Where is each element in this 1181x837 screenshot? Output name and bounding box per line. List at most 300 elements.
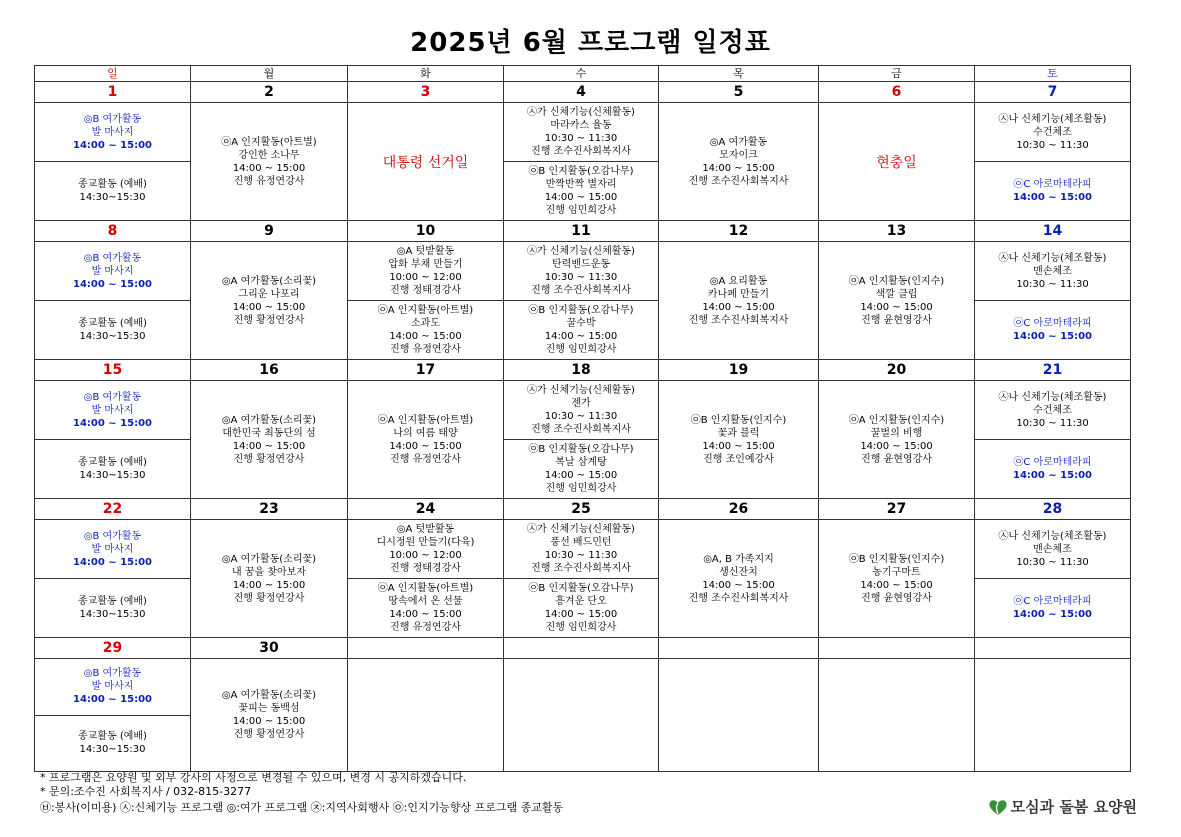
day-cell-content	[35, 659, 190, 771]
program-entry	[504, 103, 658, 161]
program-line: 14:00 ~ 15:00	[72, 278, 152, 290]
day-cell	[659, 659, 819, 772]
program-line: 14:00 ~ 15:00	[232, 579, 306, 591]
program-line: 진행 정태경강사	[390, 563, 461, 574]
schedule-row	[35, 520, 1131, 638]
program-line: ㉦가 신체기능(신체활동)	[527, 385, 635, 396]
program-line: 땅속에서 온 선물	[388, 596, 463, 607]
program-line: ◎A, B 가족지지	[703, 553, 774, 565]
program-line: 진행 황정연강사	[233, 453, 305, 465]
program-line: ◎B 여가활동	[83, 391, 142, 403]
program-line: 종교활동 (예배)	[78, 179, 147, 190]
program-line: 꿀수박	[566, 318, 596, 329]
program-line: 마라카스 율동	[550, 120, 612, 131]
date-number: 11	[504, 221, 659, 242]
day-cell	[504, 659, 659, 772]
program-line: 14:00 ~ 15:00	[1012, 192, 1092, 203]
program-line: ㉦나 신체기능(체조활동)	[998, 391, 1107, 403]
program-line: 진행 유정연강사	[390, 344, 461, 355]
day-cell-content	[348, 242, 503, 359]
program-line: ◎B 여가활동	[83, 252, 142, 264]
program-entry	[35, 659, 190, 715]
program-entry	[35, 520, 190, 578]
date-number: 2	[191, 82, 348, 103]
program-line: 진행 임민희강사	[545, 344, 617, 355]
day-cell	[819, 242, 975, 360]
program-line: 14:00 ~ 15:00	[389, 331, 462, 342]
program-entry	[975, 242, 1130, 300]
day-cell	[504, 242, 659, 360]
program-line: 맨손체조	[1033, 265, 1072, 277]
program-line: 진행 조수진사회복지사	[531, 424, 631, 435]
program-line: 10:30 ~ 11:30	[1016, 139, 1089, 151]
day-cell-content	[191, 103, 347, 220]
date-number	[819, 638, 975, 659]
day-cell-content	[659, 103, 818, 220]
date-number: 25	[504, 499, 659, 520]
program-line: ◎A 텃밭활동	[396, 246, 455, 257]
day-cell-content	[504, 103, 658, 220]
day-cell-content	[348, 381, 503, 498]
program-line: 14:00 ~ 15:00	[232, 716, 306, 727]
weekday-header-row	[35, 66, 1131, 82]
program-line: 종교활동 (예배)	[78, 457, 147, 468]
date-number	[975, 638, 1131, 659]
program-line: 14:00 ~ 15:00	[702, 162, 775, 174]
holiday-label: 현충일	[876, 154, 917, 171]
program-line: 14:00 ~ 15:00	[1012, 470, 1092, 481]
calendar-table	[34, 65, 1131, 772]
program-entry	[35, 161, 190, 220]
date-number	[659, 638, 819, 659]
program-line: 14:30~15:30	[79, 331, 146, 342]
day-cell	[975, 103, 1131, 221]
date-number: 12	[659, 221, 819, 242]
program-line: ㉧B 인지활동(인지수)	[690, 414, 787, 426]
program-line: 반짝반짝 별자리	[545, 179, 617, 190]
day-cell	[975, 242, 1131, 360]
program-line: ㉧B 인지활동(인지수)	[848, 553, 945, 565]
program-line: ㉧A 인지활동(인지수)	[848, 414, 945, 426]
program-entry	[504, 242, 658, 300]
date-number: 10	[348, 221, 504, 242]
program-line: 14:00 ~ 15:00	[72, 556, 152, 568]
day-cell	[348, 242, 504, 360]
program-line: 14:00 ~ 15:00	[544, 192, 618, 203]
day-cell	[348, 103, 504, 221]
program-entry	[819, 242, 974, 359]
program-line: 14:30~15:30	[79, 192, 146, 203]
program-line: 수건체조	[1033, 404, 1072, 416]
date-number: 14	[975, 221, 1131, 242]
program-line: ㉧A 인지활동(아트별)	[377, 583, 474, 594]
date-number: 4	[504, 82, 659, 103]
day-cell-content	[348, 659, 503, 771]
program-entry	[348, 520, 503, 578]
program-line: 14:00 ~ 15:00	[232, 301, 306, 313]
day-cell-content	[348, 520, 503, 637]
program-line: 발 마사지	[91, 543, 134, 555]
program-line: ㉧C 아로마테라피	[1013, 318, 1092, 329]
program-line: 농기구마트	[872, 566, 921, 578]
program-line: 진행 임민희강사	[545, 205, 617, 216]
program-line: ◎B 여가활동	[83, 668, 142, 680]
program-line: 진행 황정연강사	[233, 314, 305, 326]
program-line: 탄력밴드운동	[552, 259, 610, 270]
program-line: 수건체조	[1033, 126, 1072, 138]
program-line: 14:00 ~ 15:00	[702, 579, 775, 591]
date-number: 16	[191, 360, 348, 381]
program-line: 그리운 나포리	[238, 288, 300, 300]
program-line: 14:00 ~ 15:00	[72, 417, 152, 429]
program-line: 발 마사지	[91, 404, 134, 416]
weekday-sat: 토	[975, 66, 1131, 82]
program-entry	[659, 520, 818, 637]
program-entry	[35, 103, 190, 161]
schedule-row	[35, 103, 1131, 221]
program-line: ㉧B 인지활동(오감나무)	[528, 166, 634, 177]
program-entry	[975, 381, 1130, 439]
program-line: 진행 정태경강사	[390, 285, 461, 296]
weekday-thu: 목	[659, 66, 819, 82]
date-number: 29	[35, 638, 191, 659]
program-line: ㉧A 인지활동(아트별)	[377, 305, 474, 316]
date-number: 15	[35, 360, 191, 381]
program-line: 진행 황정연강사	[233, 592, 305, 604]
day-cell	[975, 520, 1131, 638]
program-line: ㉦나 신체기능(체조활동)	[998, 113, 1107, 125]
program-entry	[35, 578, 190, 637]
program-line: 복날 삼계탕	[555, 457, 607, 468]
day-cell	[819, 381, 975, 499]
program-line: ㉧B 인지활동(오감나무)	[528, 444, 634, 455]
program-line: 14:00 ~ 15:00	[1012, 331, 1092, 342]
footer-note-contact: * 문의:조수진 사회복지사 / 032-815-3277	[40, 785, 252, 798]
program-line: 진행 조인예강사	[703, 453, 774, 465]
day-cell-content	[975, 520, 1130, 637]
program-line: 압화 부채 만들기	[388, 259, 463, 270]
date-number: 27	[819, 499, 975, 520]
program-entry	[975, 520, 1130, 578]
program-line: 10:30 ~ 11:30	[1016, 556, 1089, 568]
program-line: 진행 조수진사회복지사	[688, 592, 789, 604]
program-entry	[504, 578, 658, 637]
date-number: 8	[35, 221, 191, 242]
program-line: 14:30~15:30	[79, 609, 146, 620]
day-cell-content	[35, 520, 190, 637]
day-cell-content	[348, 103, 503, 220]
program-line: 10:30 ~ 11:30	[1016, 278, 1089, 290]
date-number: 7	[975, 82, 1131, 103]
program-line: 14:00 ~ 15:00	[544, 609, 618, 620]
day-cell	[191, 103, 348, 221]
program-entry	[191, 520, 347, 637]
program-entry	[348, 381, 503, 498]
program-line: 10:30 ~ 11:30	[544, 550, 618, 561]
day-cell-content	[191, 242, 347, 359]
program-line: 진행 황정연강사	[233, 729, 305, 740]
program-entry	[975, 103, 1130, 161]
weekday-tue: 화	[348, 66, 504, 82]
program-line: 진행 조수진사회복지사	[531, 563, 631, 574]
program-line: ㉦가 신체기능(신체활동)	[527, 524, 635, 535]
program-entry	[504, 300, 658, 359]
day-cell	[35, 242, 191, 360]
program-line: 진행 윤현영강사	[861, 314, 932, 326]
program-line: ㉧C 아로마테라피	[1013, 457, 1092, 468]
day-cell	[348, 520, 504, 638]
program-line: 진행 조수진사회복지사	[531, 146, 631, 157]
day-cell-content	[659, 520, 818, 637]
date-number: 23	[191, 499, 348, 520]
weekday-sun: 일	[35, 66, 191, 82]
date-row	[35, 82, 1131, 103]
day-cell-content	[35, 381, 190, 498]
day-cell	[659, 103, 819, 221]
program-line: 내 꿈을 찾아보자	[232, 566, 306, 578]
program-line: ㉧A 인지활동(인지수)	[848, 275, 945, 287]
day-cell-content	[819, 242, 974, 359]
program-line: 14:00 ~ 15:00	[389, 440, 462, 452]
day-cell	[504, 520, 659, 638]
program-line: 10:00 ~ 12:00	[389, 550, 462, 561]
day-cell-content	[35, 242, 190, 359]
footer-legend: ㉥:봉사(이미용) ㉦:신체기능 프로그램 ◎:여가 프로그램 ㉨:지역사회행사 ㉧:인지기능향상 프로그램 종교활동	[40, 801, 564, 814]
program-line: 14:00 ~ 15:00	[72, 694, 152, 706]
program-entry	[348, 578, 503, 637]
program-line: 진행 유정연강사	[233, 175, 305, 187]
day-cell	[975, 381, 1131, 499]
program-line: 14:00 ~ 15:00	[544, 331, 618, 342]
weekday-wed: 수	[504, 66, 659, 82]
program-line: 14:00 ~ 15:00	[860, 301, 933, 313]
day-cell	[819, 520, 975, 638]
program-entry	[659, 381, 818, 498]
program-entry	[975, 161, 1130, 220]
program-entry	[191, 659, 347, 771]
program-line: 종교활동 (예배)	[78, 731, 147, 743]
program-line: 14:00 ~ 15:00	[860, 440, 933, 452]
day-cell-content	[659, 242, 818, 359]
program-line: ◎A 여가활동(소리꽃)	[221, 690, 317, 701]
program-line: 14:00 ~ 15:00	[1012, 609, 1092, 620]
program-line: 진행 유정연강사	[390, 453, 461, 465]
program-entry	[348, 242, 503, 300]
program-line: 종교활동 (예배)	[78, 318, 147, 329]
program-entry	[191, 381, 347, 498]
day-cell-content	[975, 242, 1130, 359]
program-entry	[659, 103, 818, 220]
program-line: 14:00 ~ 15:00	[232, 440, 306, 452]
day-cell-content	[975, 659, 1130, 771]
program-line: 꽃피는 동백섬	[238, 703, 300, 714]
day-cell	[504, 381, 659, 499]
program-line: 10:30 ~ 11:30	[544, 272, 618, 283]
day-cell-content	[191, 520, 347, 637]
date-number: 20	[819, 360, 975, 381]
day-cell-content	[819, 659, 974, 771]
program-entry	[348, 300, 503, 359]
date-number: 28	[975, 499, 1131, 520]
program-entry	[975, 578, 1130, 637]
program-line: 진행 조수진사회복지사	[688, 314, 789, 326]
program-line: 14:00 ~ 15:00	[702, 440, 775, 452]
program-line: ㉧B 인지활동(오감나무)	[528, 305, 634, 316]
program-line: 카나페 만들기	[707, 288, 770, 300]
program-line: 진행 조수진사회복지사	[531, 285, 631, 296]
program-entry	[819, 520, 974, 637]
program-line: 진행 조수진사회복지사	[688, 175, 789, 187]
day-cell-content	[191, 381, 347, 498]
date-number	[504, 638, 659, 659]
date-number: 19	[659, 360, 819, 381]
day-cell-content	[504, 381, 658, 498]
program-line: 14:00 ~ 15:00	[389, 609, 462, 620]
program-line: 디시정원 만들기(다육)	[376, 537, 475, 548]
day-cell-content	[35, 103, 190, 220]
date-number	[348, 638, 504, 659]
day-cell-content	[975, 381, 1130, 498]
day-cell-content	[819, 520, 974, 637]
program-line: 14:00 ~ 15:00	[72, 139, 152, 151]
program-entry	[819, 381, 974, 498]
program-line: ㉧C 아로마테라피	[1013, 179, 1092, 190]
program-entry	[35, 715, 190, 772]
program-line: 14:00 ~ 15:00	[232, 162, 306, 174]
date-number: 5	[659, 82, 819, 103]
program-entry	[35, 439, 190, 498]
program-line: ◎A 여가활동(소리꽃)	[221, 275, 317, 287]
program-line: ◎A 여가활동(소리꽃)	[221, 414, 317, 426]
program-entry	[191, 242, 347, 359]
footer-note-change: * 프로그램은 요양원 및 외부 강사의 사정으로 변경될 수 있으며, 변경 시 공지하겠습니다.	[40, 771, 467, 784]
day-cell-content	[659, 659, 818, 771]
date-number: 13	[819, 221, 975, 242]
program-line: ㉦가 신체기능(신체활동)	[527, 246, 635, 257]
date-number: 21	[975, 360, 1131, 381]
holiday-label: 대통령 선거일	[382, 154, 469, 171]
day-cell	[35, 520, 191, 638]
program-line: 진행 윤현영강사	[861, 592, 932, 604]
day-cell	[504, 103, 659, 221]
day-cell	[659, 381, 819, 499]
program-line: 생신잔치	[719, 566, 758, 578]
day-cell	[819, 659, 975, 772]
org-name: 모심과 돌봄 요양원	[1010, 798, 1137, 816]
program-line: 소과도	[411, 318, 440, 329]
program-line: ㉧C 아로마테라피	[1013, 596, 1092, 607]
program-line: 발 마사지	[91, 265, 134, 277]
program-line: 대한민국 최동단의 섬	[222, 427, 316, 439]
day-cell	[191, 381, 348, 499]
day-cell	[659, 242, 819, 360]
date-number: 3	[348, 82, 504, 103]
day-cell	[191, 520, 348, 638]
date-number: 9	[191, 221, 348, 242]
program-line: ㉧A 인지활동(아트별)	[377, 414, 474, 426]
program-line: 진행 임민희강사	[545, 622, 617, 633]
schedule-row	[35, 381, 1131, 499]
program-line: 풍선 배드민턴	[550, 537, 612, 548]
program-line: ㉧B 인지활동(오감나무)	[528, 583, 634, 594]
program-line: 진행 윤현영강사	[861, 453, 932, 465]
program-line: 종교활동 (예배)	[78, 596, 147, 607]
program-line: 발 마사지	[91, 681, 134, 693]
program-entry	[35, 242, 190, 300]
weekday-mon: 월	[191, 66, 348, 82]
date-number: 22	[35, 499, 191, 520]
program-line: ㉦가 신체기능(신체활동)	[527, 107, 635, 118]
program-line: ㉧A 인지활동(아트별)	[221, 136, 317, 148]
weekday-fri: 금	[819, 66, 975, 82]
day-cell-content	[191, 659, 347, 771]
page-title: 2025년 6월 프로그램 일정표	[410, 28, 771, 58]
program-line: 젠가	[571, 398, 591, 409]
day-cell	[819, 103, 975, 221]
day-cell	[35, 659, 191, 772]
program-line: ◎A 여가활동	[709, 136, 768, 148]
date-number: 1	[35, 82, 191, 103]
program-entry	[504, 381, 658, 439]
program-entry	[975, 439, 1130, 498]
program-line: 14:30~15:30	[79, 470, 146, 481]
date-number: 26	[659, 499, 819, 520]
program-entry	[35, 381, 190, 439]
program-line: ◎A 요리활동	[709, 275, 768, 287]
date-number: 24	[348, 499, 504, 520]
schedule-row	[35, 659, 1131, 772]
program-line: 색깔 클립	[875, 288, 918, 300]
date-number: 17	[348, 360, 504, 381]
program-line: 맨손체조	[1033, 543, 1072, 555]
program-line: 10:30 ~ 11:30	[544, 411, 618, 422]
date-number: 6	[819, 82, 975, 103]
day-cell-content	[819, 381, 974, 498]
program-line: 강인한 소나무	[238, 149, 300, 161]
day-cell-content	[819, 103, 974, 220]
program-entry	[504, 520, 658, 578]
program-line: 10:30 ~ 11:30	[544, 133, 618, 144]
program-line: ◎A 여가활동(소리꽃)	[221, 553, 317, 565]
program-line: 10:30 ~ 11:30	[1016, 417, 1089, 429]
day-cell	[975, 659, 1131, 772]
date-row	[35, 499, 1131, 520]
program-line: ◎B 여가활동	[83, 530, 142, 542]
program-line: ㉦나 신체기능(체조활동)	[998, 530, 1107, 542]
program-line: 흥겨운 단오	[555, 596, 607, 607]
org-logo	[987, 796, 1137, 817]
program-line: 14:30~15:30	[79, 744, 146, 756]
program-line: ㉦나 신체기능(체조활동)	[998, 252, 1107, 264]
day-cell	[659, 520, 819, 638]
program-line: 14:00 ~ 15:00	[702, 301, 775, 313]
day-cell-content	[504, 659, 658, 771]
day-cell-content	[504, 520, 658, 637]
program-entry	[504, 161, 658, 220]
program-entry	[659, 242, 818, 359]
day-cell-content	[504, 242, 658, 359]
program-line: 14:00 ~ 15:00	[544, 470, 618, 481]
date-number: 18	[504, 360, 659, 381]
program-line: 모자이크	[719, 149, 758, 161]
program-line: 진행 유정연강사	[390, 622, 461, 633]
day-cell-content	[975, 103, 1130, 220]
program-line: 나의 여름 태양	[393, 427, 458, 439]
day-cell	[348, 381, 504, 499]
program-entry	[975, 300, 1130, 359]
day-cell	[191, 659, 348, 772]
program-line: 진행 임민희강사	[545, 483, 617, 494]
